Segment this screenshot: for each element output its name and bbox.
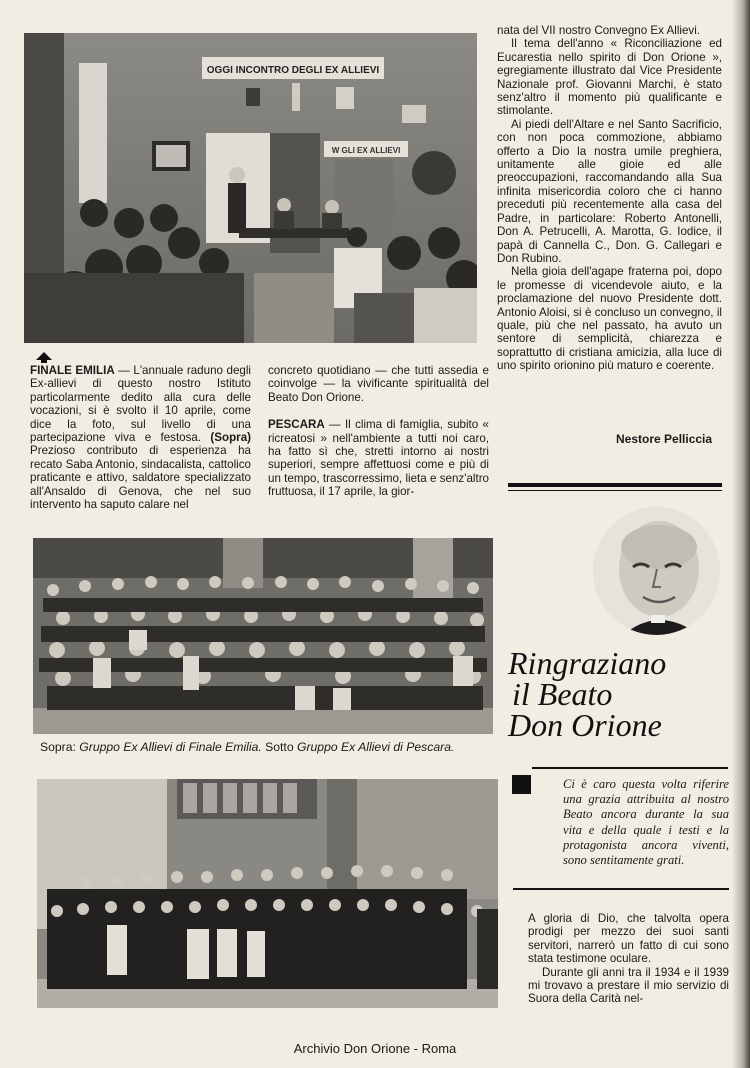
continuation-text: concreto quotidiano — che tutti assedia e coinvolge — la vivificante spiritualità del Beato Don Orione. (268, 364, 489, 404)
feature-intro: Ci è caro questa volta riferire una grazia attribuita al nostro Beato ancora durante la sua vita e della quale i testi e la protagonista ancora viventi, sono sentitamente grati. (563, 777, 729, 868)
portrait-don-orione (593, 507, 720, 635)
feature-body-paragraph: Durante gli anni tra il 1934 e il 1939 mi trovavo a prestare il mio servizio di Suora della Carità nel- (528, 965, 729, 1006)
feature-title (508, 645, 708, 743)
caption-label-sotto: Sotto (261, 740, 294, 754)
caption-label-sopra: Sopra: (40, 740, 76, 754)
finale-emilia-body-b: Prezioso contributo di esperienza ha recato Saba Antonio, sindacalista, cattolico praticante e attivo, saldatore specializzato all'Ansaldo di Genova, che nel suo intervento ha saputo calare nel (30, 444, 251, 512)
photo-caption (40, 740, 502, 755)
arrow-up-icon (36, 352, 52, 360)
feature-body-paragraph: A gloria di Dio, che talvolta opera prodigi per mezzo dei suoi santi servitori, narrerò un fatto di cui sono stata testimone oculare. (528, 912, 729, 966)
convegno-article (497, 24, 722, 373)
section-divider (508, 483, 722, 487)
finale-emilia-body-a: — L'annuale raduno degli Ex-allievi di questo nostro Istituto particolarmente dedito alla cura delle vocazioni, si è svolto il 10 aprile, come dice la foto, sul livello di una partecipazione viva e festosa. (30, 364, 252, 445)
photo-group-pescara (37, 779, 498, 1008)
feature-rule-top (532, 767, 728, 769)
feature-title-line: il Beato (512, 676, 613, 712)
feature-rule-bottom (513, 888, 729, 890)
photo-group-finale-emilia (33, 538, 493, 734)
pescara-lead: PESCARA (268, 418, 325, 432)
archive-footer: Archivio Don Orione - Roma (293, 1041, 457, 1056)
pescara-body: — Il clima di famiglia, subito « ricreatosi » nell'ambiente a tutti noi caro, ha fatto sì che, stretti intorno ai nostri superiori, sempre affettuosi come e più di un tempo, trascorressimo, lieta e senz'altro fruttuosa, il 17 aprile, la gior- (268, 418, 489, 499)
convegno-paragraph: Ai piedi dell'Altare e nel Santo Sacrificio, con non poca commozione, abbiamo offerto a Dio la nostra umile preghiera, unitamente alle gioie ed alle preoccupazioni, raccomandando alla Sua infinita misericordia coloro che ci hanno preceduti più recentemente alla casa del Padre, in particolare: Roberto Antonelli, Don A. Petrucelli, A. Marotta, G. Iodice, il papà di Cannella C., Don. G. Callegari e Don Rubino. (497, 117, 722, 265)
page-edge-shadow (732, 0, 750, 1068)
finale-emilia-lead: FINALE EMILIA (30, 364, 115, 377)
section-marker-icon (512, 775, 531, 794)
convegno-paragraph: nata del VII nostro Convegno Ex Allievi. (497, 24, 701, 37)
caption-text-sopra: Gruppo Ex Allievi di Finale Emilia. (75, 740, 262, 754)
caption-text-sotto: Gruppo Ex Allievi di Pescara. (293, 740, 455, 754)
author-signature: Nestore Pelliccia (616, 432, 713, 446)
section-divider-thin (508, 490, 722, 491)
feature-title-line: Ringraziano (508, 645, 667, 681)
side-banner-text: W GLI EX ALLIEVI (331, 146, 401, 155)
convegno-paragraph: Il tema dell'anno « Riconciliazione ed Eucarestia nello spirito di Don Orione », egregiamente illustrato dal Vice Presidente Nazionale prof. Giovanni Marchi, è stato senz'altro il momento più qualificante e stimolante. (497, 37, 722, 118)
finale-emilia-sopra: (Sopra) (210, 431, 251, 445)
feature-body (528, 912, 729, 1006)
pescara-article (268, 364, 489, 499)
banner-text: OGGI INCONTRO DEGLI EX ALLIEVI (206, 65, 380, 76)
photo-meeting-finale-emilia (24, 33, 477, 343)
feature-title-line: Don Orione (508, 707, 662, 743)
finale-emilia-article (30, 364, 251, 511)
convegno-paragraph: Nella gioia dell'agape fraterna poi, dopo le promesse di vicendevole aiuto, e la proclamazione del nuovo Presidente dott. Antonio Aloisi, si è concluso un convegno, il quale, più che nel passato, ha avuto un sentore di semplicità, chiarezza e soprattutto di cristiana amicizia, alla luce di uno spirito orionino più maturo e coerente. (497, 265, 722, 373)
